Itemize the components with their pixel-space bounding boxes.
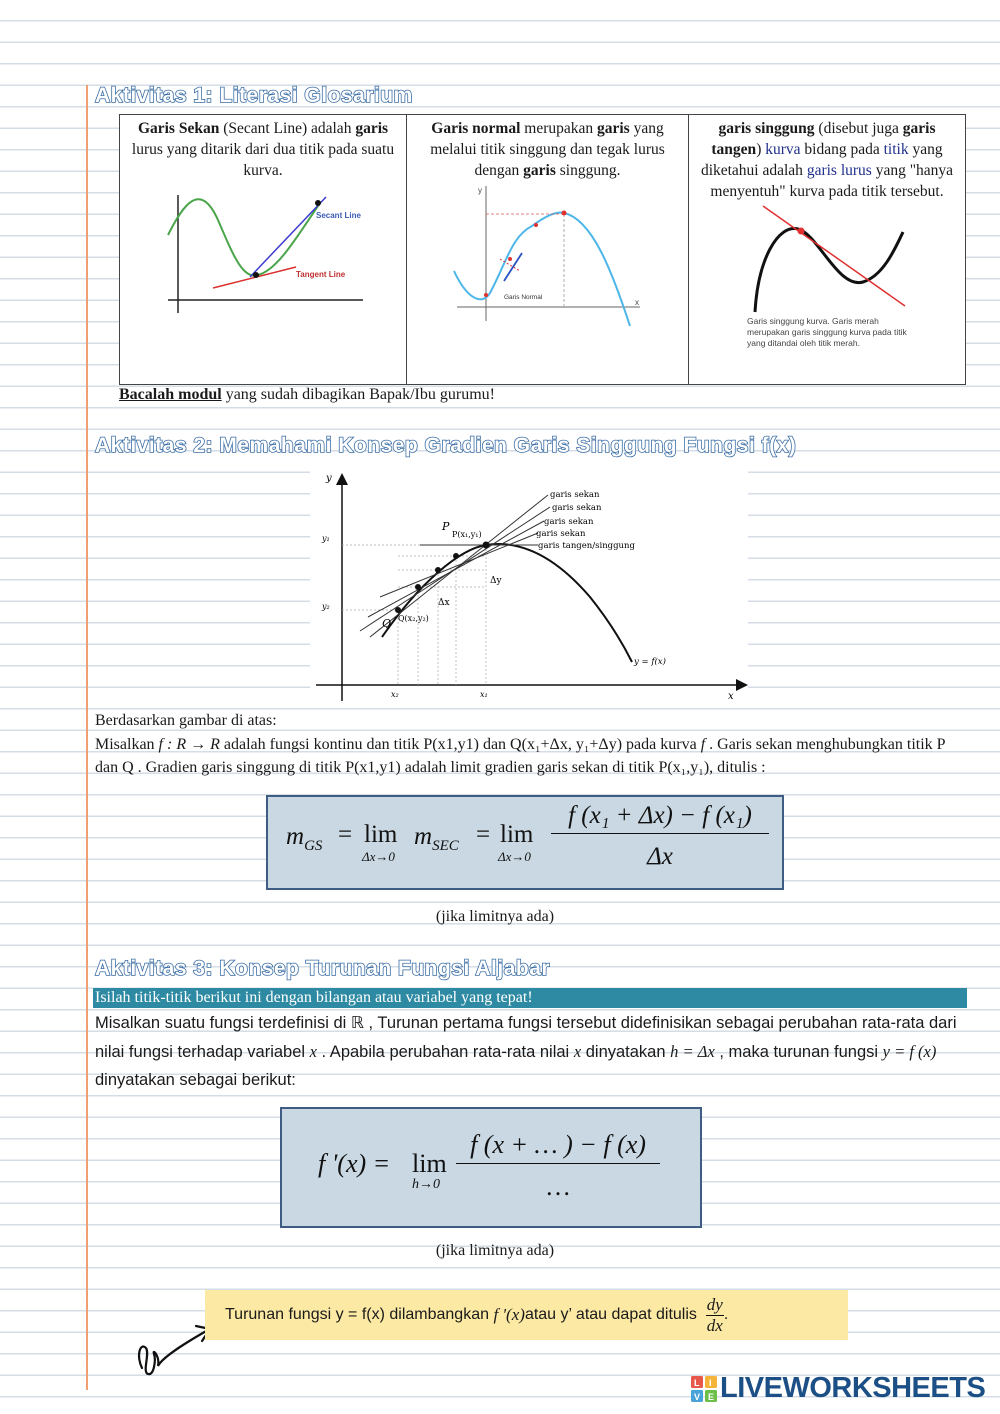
svg-text:y₁: y₁ — [322, 534, 330, 543]
svg-text:Q(x₂,y₂): Q(x₂,y₂) — [398, 614, 429, 623]
svg-text:y = f(x): y = f(x) — [634, 657, 666, 667]
svg-text:x: x — [634, 298, 639, 307]
limit-note-1: (jika limitnya ada) — [435, 908, 555, 925]
link-titik[interactable]: titik — [883, 141, 909, 158]
activity3-heading: Aktivitas 3: Konsep Turunan Fungsi Aljabar — [95, 957, 551, 980]
secant-definition: Garis Sekan (Secant Line) adalah garis lurus yang ditarik dari dua titik pada suatu kurva. — [131, 120, 395, 179]
derivative-denominator[interactable]: … — [545, 1172, 571, 1201]
line-label-1: garis sekan — [550, 490, 600, 500]
secant-limit-diagram — [310, 467, 748, 703]
link-kurva[interactable]: kurva — [765, 141, 801, 158]
svg-text:y: y — [326, 473, 332, 484]
normal-line-label: Garis Normal — [503, 294, 542, 301]
secant-tangent-figure — [158, 185, 368, 319]
derivative-formula-box: f '(x) = lim h→0 f (x + … ) − f (x) … — [280, 1107, 702, 1228]
curve — [755, 229, 903, 312]
activity2-heading: Aktivitas 2: Memahami Konsep Gradien Garis Singgung Fungsi f(x) — [95, 434, 797, 457]
paragraph-definition: Misalkan f : R → R adalah fungsi kontinu dan titik P(x1,y1) dan Q(x₁+Δx, y₁+Δy) pada kurva f . Garis sekan menghubungkan titik P dan Q . Gradien garis singgung di titik P(x1,y1) adalah limit gradien garis sekan di titik P(x₁,y₁), ditulis : — [95, 736, 945, 776]
line-label-5: garis tangen/singgung — [538, 541, 635, 551]
svg-text:Δx: Δx — [438, 598, 450, 608]
svg-text:y₂: y₂ — [322, 602, 330, 611]
liveworksheets-logo — [691, 1372, 985, 1405]
liveworksheets-logo-icon — [691, 1376, 717, 1402]
glossary-cell-tangent — [689, 115, 966, 385]
svg-text:P: P — [442, 520, 450, 533]
liveworksheets-logo-text: LIVEWORKSHEETS — [720, 1372, 986, 1404]
instruction-banner: Isilah titik-titik berikut ini dengan bilangan atau variabel yang tepat! — [93, 988, 967, 1008]
line-label-2: garis sekan — [552, 503, 602, 513]
instruction-read-module: Bacalah modul yang sudah dibagikan Bapak/Ibu gurumu! — [119, 386, 495, 403]
curve — [168, 199, 320, 275]
activity1-heading: Aktivitas 1: Literasi Glosarium — [95, 84, 413, 107]
gradient-formula-denominator: Δx — [647, 843, 673, 870]
line-label-3: garis sekan — [544, 517, 594, 527]
svg-text:Q: Q — [382, 617, 392, 630]
dy-dx-fraction: $\frac{dy}{dx}$ — [706, 1294, 723, 1335]
pointing-arrow-icon — [132, 1316, 216, 1380]
derivative-numerator[interactable]: f (x + … ) − f (x) — [456, 1127, 660, 1164]
glossary-table — [119, 114, 966, 385]
svg-text:I: I — [709, 1377, 712, 1388]
svg-text:V: V — [694, 1391, 701, 1402]
normal-definition: Garis normal merupakan garis yang melalui titik singgung dan tegak lurus dengan garis singgung. — [430, 120, 665, 179]
svg-text:P(x₁,y₁): P(x₁,y₁) — [452, 530, 482, 539]
svg-text:y: y — [477, 186, 482, 195]
tangent-line — [763, 206, 905, 306]
line-label-4: garis sekan — [536, 529, 586, 539]
margin-line — [86, 85, 88, 1390]
svg-text:x₁: x₁ — [480, 690, 488, 699]
notation-callout: Turunan fungsi y = f(x) dilambangkan f '(x) atau y’ atau dapat ditulis $\frac{dy}{dx}$ . — [205, 1290, 848, 1340]
tangent-figure-caption: Garis singgung kurva. Garis merah merupakan garis singgung kurva pada titik yang ditandai oleh titik merah. — [747, 316, 907, 348]
tangent-figure — [743, 204, 911, 314]
gradient-formula-numerator: f (x₁ + Δx) − f (x₁) — [551, 799, 769, 834]
svg-text:x: x — [728, 691, 734, 702]
glossary-cell-secant — [120, 115, 407, 385]
link-garis-lurus[interactable]: garis lurus — [806, 162, 872, 179]
svg-text:x₂: x₂ — [391, 690, 399, 699]
paragraph-derivative: Misalkan suatu fungsi terdefinisi di ℝ , Turunan pertama fungsi tersebut didefinisikan sebagai perubahan rata-rata dari nilai fungsi terhadap variabel x . Apabila perubahan rata-rata nilai x dinyatakan h = Δx , maka turunan fungsi y = f (x) dinyatakan sebagai berikut: — [95, 1013, 957, 1089]
limit-note-2: (jika limitnya ada) — [435, 1242, 555, 1259]
function-curve — [382, 544, 632, 662]
secant-line — [250, 197, 326, 277]
secant-line-label: Secant Line — [316, 211, 361, 220]
tangent-definition: garis singgung (disebut juga garis tangen) kurva bidang pada titik yang diketahui adalah garis lurus yang "hanya menyentuh" kurva pada titik tersebut. — [700, 120, 954, 200]
curve — [454, 213, 630, 326]
tangent-line-label: Tangent Line — [296, 270, 346, 279]
normal-line-figure — [452, 181, 644, 331]
gradient-formula-box: $m_{GS}$ = lim Δx→0 $m_{SEC}$ = lim Δx→0 f (x₁ + Δx) − f (x₁) Δx — [266, 795, 784, 890]
svg-text:L: L — [694, 1377, 700, 1388]
glossary-cell-normal — [407, 115, 689, 385]
paragraph-intro: Berdasarkan gambar di atas: — [95, 712, 277, 729]
svg-text:E: E — [708, 1391, 715, 1402]
svg-text:Δy: Δy — [490, 576, 502, 586]
